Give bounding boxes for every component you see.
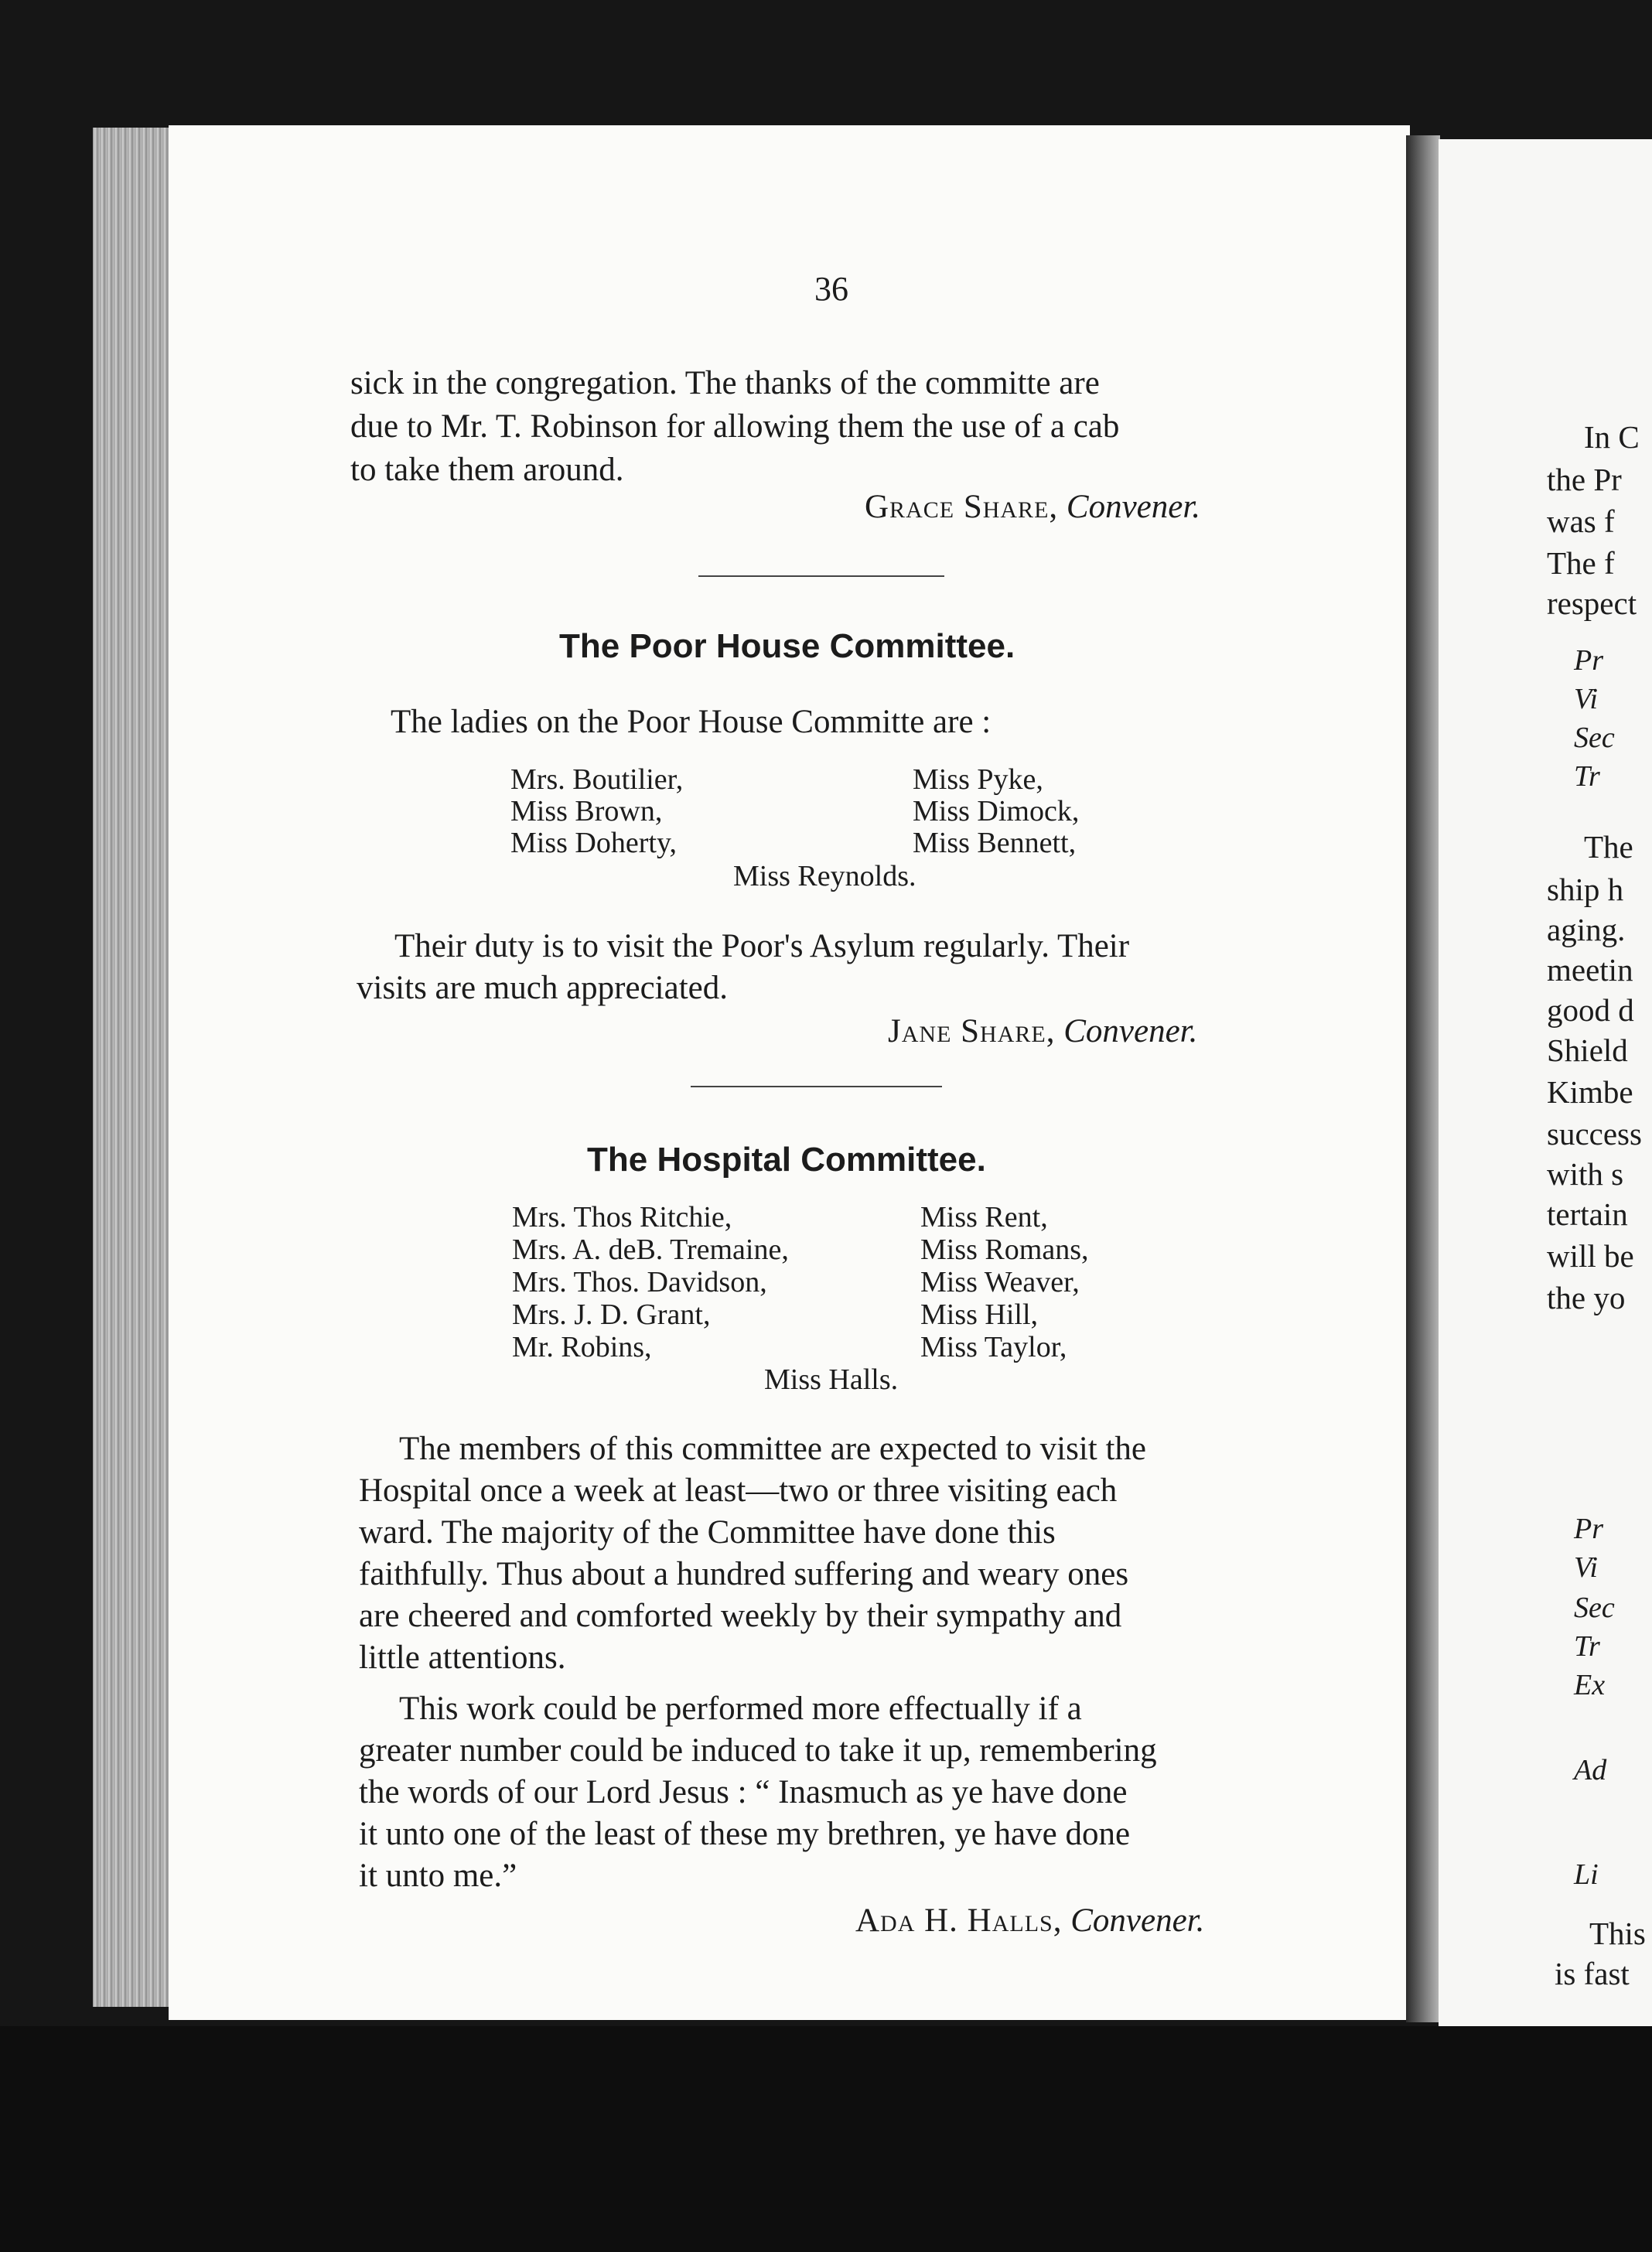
hospital-paragraph-line: This work could be performed more effectually if a [399,1691,1082,1727]
facing-officer: Sec [1574,722,1615,754]
poor-house-heading: The Poor House Committee. [559,627,1015,665]
facing-line: is fast [1555,1956,1630,1991]
hospital-paragraph-line: Hospital once a week at least—two or three visiting each [359,1472,1118,1509]
scan-background [0,2026,1652,2252]
member-name: Miss Romans, [920,1233,1089,1266]
hospital-paragraph-line: little attentions. [359,1640,566,1676]
member-name: Miss Halls. [764,1363,899,1396]
hospital-signature [855,1904,1204,1937]
member-name: Mrs. J. D. Grant, [512,1298,711,1331]
facing-line: good d [1547,992,1634,1028]
facing-line: meetin [1547,952,1633,988]
member-name: Miss Pyke, [913,763,1043,796]
hospital-paragraph-line: ward. The majority of the Committee have done this [359,1514,1056,1551]
poor-house-intro: The ladies on the Poor House Committe are : [391,704,992,740]
signature-name: Grace Share, [865,489,1059,525]
member-name: Mr. Robins, [512,1331,652,1363]
facing-officer: Vi [1574,1551,1598,1584]
hospital-paragraph-line: are cheered and comforted weekly by their sympathy and [359,1598,1122,1634]
hospital-paragraph-line: greater number could be induced to take it up, remembering [359,1732,1157,1769]
facing-line: The f [1547,545,1615,581]
facing-line: with s [1547,1156,1624,1192]
facing-line: This [1589,1916,1646,1951]
left-page [169,125,1410,2020]
facing-line: In C [1584,419,1640,455]
signature-name: Jane Share, [888,1013,1056,1049]
poor-house-duty-line: Their duty is to visit the Poor's Asylum regularly. Their [394,928,1130,964]
facing-officer: Tr [1574,1630,1600,1663]
facing-line: the Pr [1547,462,1622,497]
member-name: Mrs. Boutilier, [510,763,684,796]
member-name: Miss Weaver, [920,1266,1080,1298]
member-name: Miss Reynolds. [733,860,916,892]
hospital-paragraph-line: faithfully. Thus about a hundred suffering and weary ones [359,1556,1129,1592]
intro-line: to take them around. [350,452,624,488]
member-name: Mrs. A. deB. Tremaine, [512,1233,789,1266]
signature-role: Convener. [1070,1902,1205,1939]
signature-role: Convener. [1063,1013,1198,1049]
hospital-paragraph-line: it unto me.” [359,1858,517,1894]
facing-line: Shield [1547,1032,1628,1068]
signature-role: Convener. [1066,489,1201,525]
hospital-paragraph-line: the words of our Lord Jesus : “ Inasmuch as ye have done [359,1774,1128,1810]
facing-officer: Tr [1574,760,1600,793]
facing-line: ship h [1547,872,1624,907]
facing-line: the yo [1547,1280,1626,1315]
page-edges [93,128,178,2007]
member-name: Miss Bennett, [913,827,1077,859]
facing-line: will be [1547,1238,1634,1274]
page-number: 36 [814,270,848,308]
facing-line: respect [1547,585,1637,621]
facing-officer: Sec [1574,1592,1615,1624]
member-name: Miss Hill, [920,1298,1039,1331]
hospital-paragraph-line: The members of this committee are expected to visit the [399,1431,1146,1467]
facing-line: tertain [1547,1196,1628,1232]
book-gutter [1406,135,1440,2022]
member-name: Miss Brown, [510,795,663,827]
poor-house-duty-line: visits are much appreciated. [357,970,728,1006]
intro-line: due to Mr. T. Robinson for allowing them the use of a cab [350,408,1120,445]
facing-line: was f [1547,503,1615,539]
facing-officer: Li [1574,1858,1599,1891]
facing-page [1439,139,1652,2026]
facing-officer: Vi [1574,683,1598,715]
facing-line: Kimbe [1547,1074,1633,1110]
hospital-heading: The Hospital Committee. [587,1141,986,1179]
hospital-paragraph-line: it unto one of the least of these my brethren, ye have done [359,1816,1131,1852]
member-name: Miss Taylor, [920,1331,1067,1363]
member-name: Miss Dimock, [913,795,1080,827]
section-divider [698,575,944,577]
section-divider [691,1086,942,1087]
member-name: Miss Rent, [920,1201,1048,1233]
intro-line: sick in the congregation. The thanks of the committe are [350,365,1100,401]
facing-officer: Ad [1574,1754,1607,1786]
facing-officer: Pr [1574,1513,1603,1545]
poor-house-signature [888,1015,1197,1048]
member-name: Miss Doherty, [510,827,677,859]
facing-officer: Pr [1574,644,1603,677]
facing-line: The [1584,829,1633,865]
member-name: Mrs. Thos. Davidson, [512,1266,767,1298]
facing-officer: Ex [1574,1669,1606,1701]
member-name: Mrs. Thos Ritchie, [512,1201,732,1233]
intro-signature [865,490,1200,524]
facing-line: aging. [1547,912,1626,947]
signature-name: Ada H. Halls, [855,1902,1063,1939]
facing-line: success [1547,1116,1642,1152]
